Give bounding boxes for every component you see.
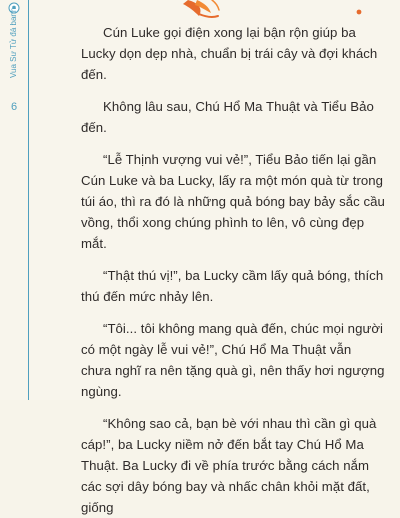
- story-paragraph: Không lâu sau, Chú Hổ Ma Thuật và Tiểu Bảo đến.: [81, 99, 374, 135]
- story-paragraph: Cún Luke gọi điện xong lại bận rộn giúp ba Lucky dọn dẹp nhà, chuẩn bị trái cây và đợi khách đến.: [81, 25, 378, 82]
- margin-divider: [28, 0, 29, 400]
- story-paragraph: “Không sao cả, bạn bè với nhau thì cần gì quà cáp!”, ba Lucky niềm nở đến bắt tay Chú Hổ Ma Thuật. Ba Lucky đi về phía trước bằng cách nắm các sợi dây bóng bay và nhấc chân khỏi mặt đất, giống: [81, 416, 377, 515]
- story-paragraph: “Lễ Thịnh vượng vui vẻ!”, Tiểu Bảo tiến lại gần Cún Luke và ba Lucky, lấy ra một món quà từ trong túi áo, thì ra đó là những quả bóng bay bảy sắc cầu vồng, thổi xong chúng phình to lên, vô cùng đẹp mắt.: [81, 152, 385, 251]
- page-number: 6: [10, 101, 18, 113]
- left-margin-rail: [0, 0, 30, 400]
- dot-decoration: [354, 8, 364, 16]
- story-paragraph: “Tôi... tôi không mang quà đến, chúc mọi người có một ngày lễ vui vẻ!”, Chú Hổ Ma Thuật vẫn chưa nghĩ ra nên tặng quà gì, nên thấy hơi ngượng ngùng.: [81, 321, 385, 399]
- story-paragraph: “Thật thú vị!”, ba Lucky cầm lấy quả bóng, thích thú đến mức nhảy lên.: [81, 268, 384, 304]
- story-text: [81, 22, 385, 518]
- orange-leaf-icon: [164, 0, 236, 22]
- running-head: Vua Sư Tử đá banh: [9, 8, 18, 79]
